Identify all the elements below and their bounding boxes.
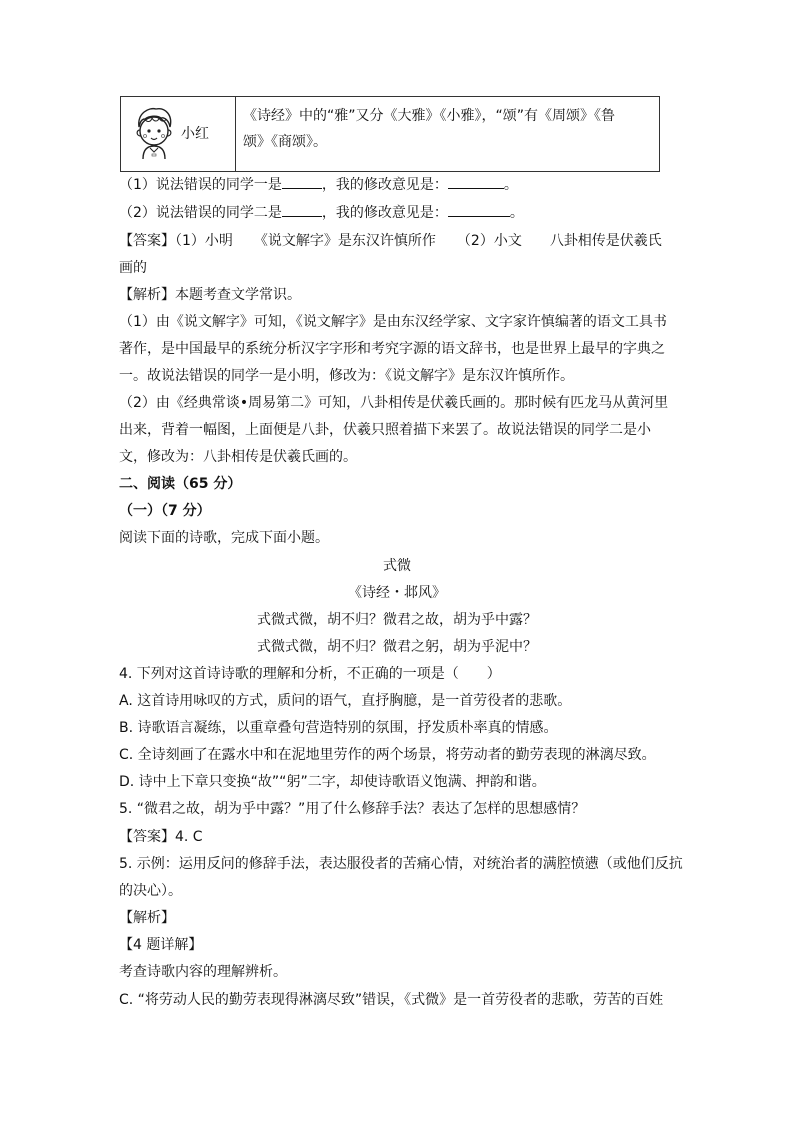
answer-line: 5. 示例：运用反问的修辞手法，表达服役者的苦痛心情，对统治者的满腔愤懑（或他们反抗 [119,856,683,872]
option-a: A. 这首诗用咏叹的方式，质问的语气，直抒胸臆，是一首劳役者的悲歌。 [119,693,572,709]
answer-blank[interactable] [282,203,322,217]
question-text: 。 [503,177,518,193]
question-text: ，我的修改意见是： [321,177,448,193]
analysis-line: （2）由《经典常谈•周易第二》可知，八卦相传是伏羲氏画的。那时候有匹龙马从黄河里 [119,395,669,411]
option-b: B. 诗歌语言凝练，以重章叠句营造特别的氛围，抒发质朴率真的情感。 [119,720,558,736]
analysis-title: 【解析】 [119,910,175,926]
question-text: （2）说法错误的同学二是 [119,205,282,221]
option-c: C. 全诗刻画了在露水中和在泥地里劳作的两个场景，将劳动者的勤劳表现的淋漓尽致。 [119,747,656,763]
statement-line: 《诗经》中的“雅”又分《大雅》《小雅》，“颂”有《周颂》《鲁 [243,108,616,124]
answer-blank[interactable] [448,175,504,189]
question-stem: 5. “微君之故，胡为乎中露？”用了什么修辞手法？表达了怎样的思想感情？ [119,801,586,817]
poem-line: 式微式微，胡不归？微君之躬，胡为乎泥中？ [257,639,537,655]
speaker-name: 小红 [181,126,209,142]
section-title: 二、阅读（65 分） [119,476,242,492]
poem-source: 《诗经・邶风》 [348,585,446,601]
poem-title: 式微 [383,558,411,574]
analysis-line: 著作，是中国最早的系统分析汉字字形和考究字源的语文辞书，也是世界上最早的字典之 [119,341,665,357]
cartoon-avatar-icon [129,103,179,163]
question-text: （1）说法错误的同学一是 [119,177,282,193]
statement-line: 颂》《商颂》。 [243,134,327,150]
analysis-line: 出来，背着一幅图，上面便是八卦，伏羲只照着描下来罢了。故说法错误的同学二是小 [119,422,651,438]
question-text: 。 [509,205,524,221]
speaker-statement [243,103,643,155]
analysis-line: （1）由《说文解字》可知，《说文解字》是由东汉经学家、文字家许慎编著的语文工具书 [119,314,667,330]
fill-question-2 [119,203,524,223]
option-d: D. 诗中上下章只变换“故”“躬”二字，却使诗歌语义饱满、押韵和谐。 [119,774,546,790]
answer-blank[interactable] [448,203,510,217]
question-stem: 4. 下列对这首诗诗歌的理解和分析，不正确的一项是（ ） [119,666,501,682]
analysis-line: 考查诗歌内容的理解辨析。 [119,964,287,980]
question-text: ，我的修改意见是： [321,205,448,221]
speaker-table [120,96,660,172]
speaker-cell [121,97,236,171]
analysis-line: C. “将劳动人民的勤劳表现得淋漓尽致”错误，《式微》是一首劳役者的悲歌，劳苦的百姓 [119,992,664,1008]
section-subtitle: （一）（7 分） [119,503,211,519]
section-intro: 阅读下面的诗歌，完成下面小题。 [119,530,329,546]
analysis-subtitle: 【4 题详解】 [119,937,203,953]
analysis-title: 【解析】本题考查文学常识。 [119,287,301,303]
fill-question-1 [119,175,518,195]
analysis-line: 文，修改为：八卦相传是伏羲氏画的。 [119,449,357,465]
answer-blank[interactable] [282,175,322,189]
answer-line: 的决心）。 [119,883,182,899]
answer-line: 【答案】4. C [119,829,203,845]
answer-line: 画的 [119,260,147,276]
analysis-line: 一。故说法错误的同学一是小明，修改为：《说文解字》是东汉许慎所作。 [119,368,574,384]
answer-line: 【答案】（1）小明 《说文解字》是东汉许慎所作 （2）小文 八卦相传是伏羲氏 [119,233,662,249]
poem-line: 式微式微，胡不归？微君之故，胡为乎中露？ [257,612,537,628]
